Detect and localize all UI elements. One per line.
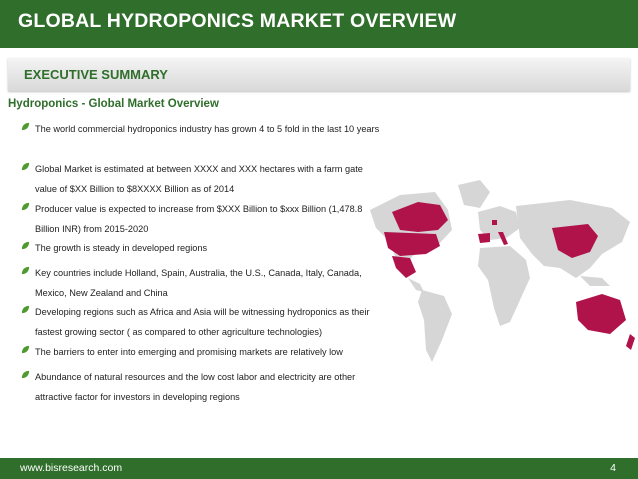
new-zealand-highlight: [626, 334, 635, 350]
bullet-text: Key countries include Holland, Spain, Australia, the U.S., Canada, Italy, Canada, Mexico, New Zealand and China: [35, 268, 362, 298]
mexico-highlight: [392, 256, 416, 278]
bullet-text: The growth is steady in developed regions: [35, 243, 208, 253]
subtitle-bar: [8, 58, 630, 91]
page-title: GLOBAL HYDROPONICS MARKET OVERVIEW: [18, 10, 457, 32]
bullet-text: Global Market is estimated at between XXXX and XXX hectares with a farm gate value of $XX Billion to $8XXXX Billion as of 2014: [35, 164, 363, 194]
spain-highlight: [478, 233, 490, 243]
overview-heading: Hydroponics - Global Market Overview: [8, 98, 219, 110]
greenland-shape: [458, 180, 490, 208]
leaf-bullet-icon: [21, 202, 30, 211]
leaf-bullet-icon: [21, 370, 30, 379]
leaf-bullet-icon: [21, 162, 30, 171]
section-title: EXECUTIVE SUMMARY: [24, 67, 168, 82]
central-america-shape: [408, 278, 424, 292]
netherlands-highlight: [492, 220, 497, 225]
leaf-bullet-icon: [21, 266, 30, 275]
leaf-bullet-icon: [21, 345, 30, 354]
southeast-asia-shape: [580, 276, 610, 286]
leaf-bullet-icon: [21, 122, 30, 131]
bullet-text: The world commercial hydroponics industry has grown 4 to 5 fold in the last 10 years: [35, 124, 380, 134]
africa-shape: [478, 246, 530, 326]
bullet-text: Developing regions such as Africa and Asia will be witnessing hydroponics as their fastest growing sector ( as compared to other agriculture technologies): [35, 307, 370, 337]
leaf-bullet-icon: [21, 305, 30, 314]
title-bar: [0, 0, 638, 48]
bullet-text: The barriers to enter into emerging and promising markets are relatively low: [35, 347, 343, 357]
page-number: 4: [610, 462, 616, 474]
usa-highlight: [384, 232, 440, 256]
footer-url[interactable]: www.bisresearch.com: [20, 462, 123, 474]
australia-highlight: [576, 294, 626, 334]
world-map: [340, 150, 638, 375]
leaf-bullet-icon: [21, 241, 30, 250]
footer-bar: [0, 458, 638, 479]
south-america-shape: [418, 290, 452, 362]
bullet-text: Abundance of natural resources and the low cost labor and electricity are other attractive factor for investors in developing regions: [35, 372, 356, 402]
bullet-text: Producer value is expected to increase from $XXX Billion to $xxx Billion (1,478.8 Billion INR) from 2015-2020: [35, 204, 363, 234]
